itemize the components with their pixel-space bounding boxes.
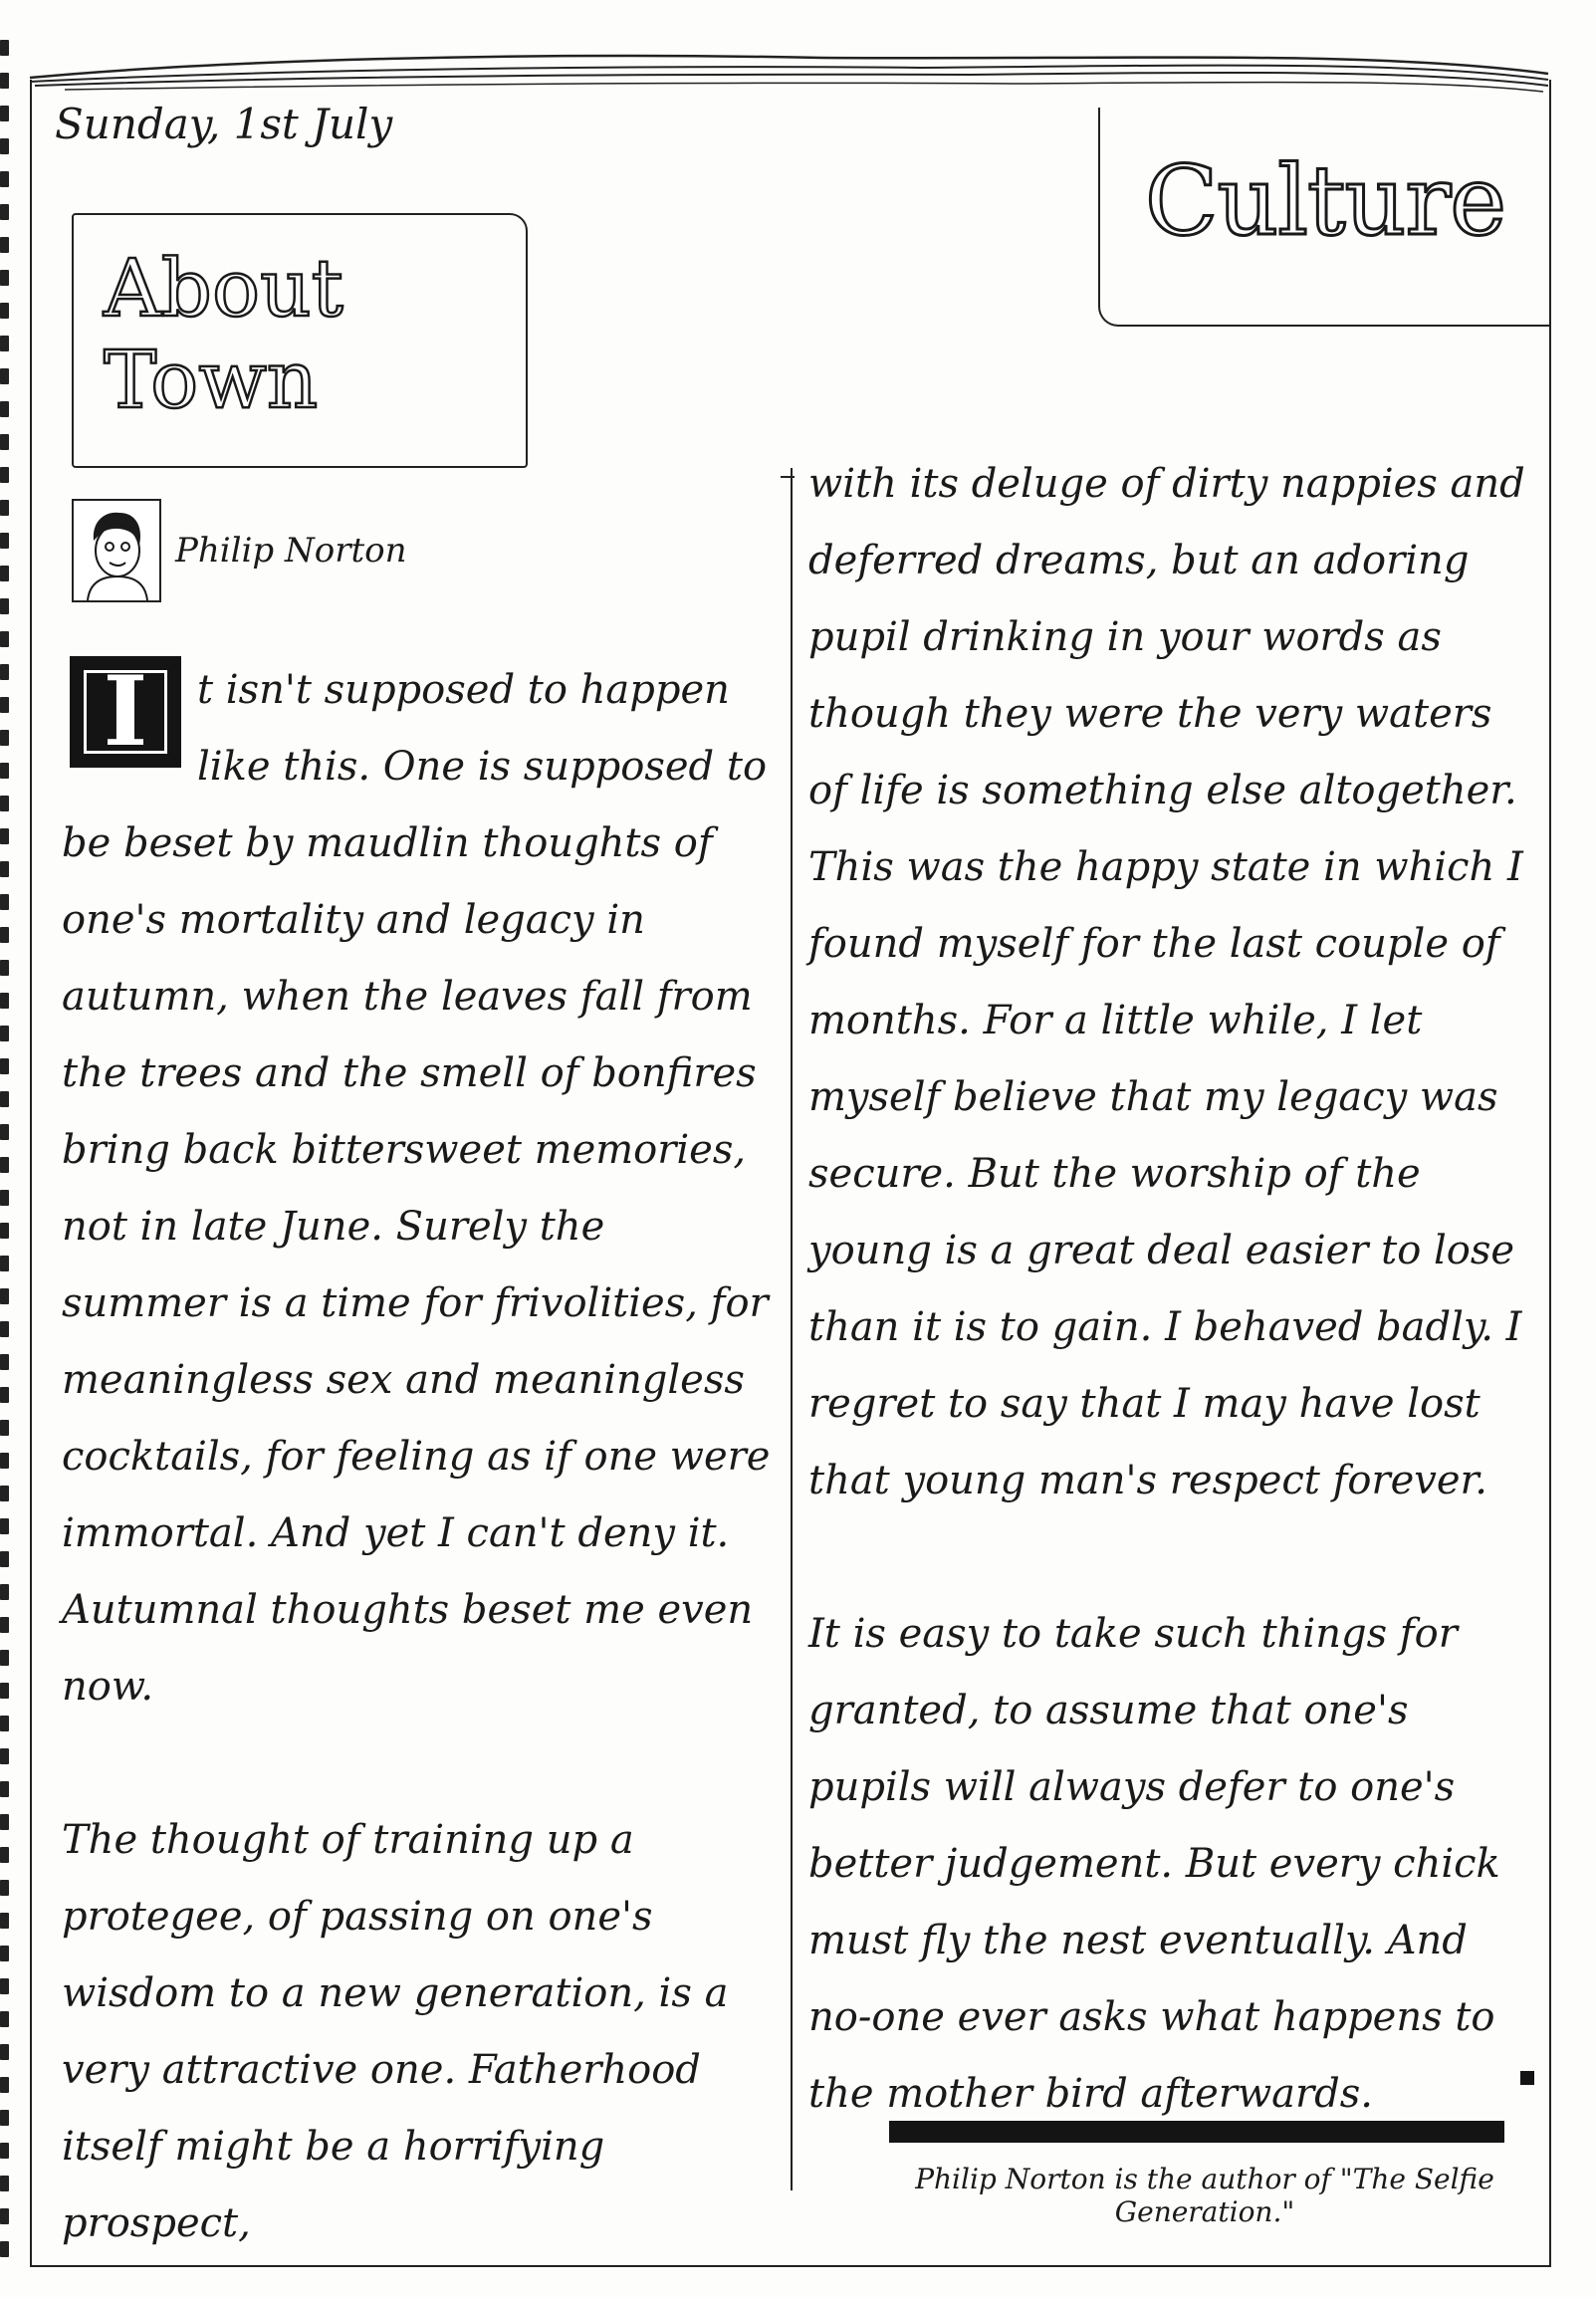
end-of-article-square-icon (1520, 2071, 1534, 2085)
article-column-right (808, 446, 1533, 2133)
binding-hole (0, 730, 9, 746)
binding-hole (0, 2044, 9, 2060)
binding-hole (0, 1847, 9, 1863)
binding-hole (0, 1354, 9, 1370)
binding-hole (0, 566, 9, 581)
binding-hole (0, 1453, 9, 1469)
binding-hole (0, 2143, 9, 2159)
section-title: Culture (1144, 145, 1506, 257)
binding-hole (0, 2011, 9, 2027)
binding-hole (0, 1223, 9, 1239)
author-footnote: Philip Norton is the author of "The Selfie Generation." (915, 2163, 1494, 2228)
issue-date: Sunday, 1st July (55, 100, 393, 148)
binding-hole (0, 927, 9, 943)
binding-hole (0, 697, 9, 713)
binding-hole (0, 303, 9, 319)
binding-hole (0, 1716, 9, 1731)
binding-hole (0, 1058, 9, 1074)
binding-hole (0, 993, 9, 1009)
binding-hole (0, 237, 9, 253)
article-paragraph: The thought of training up a protegee, of passing on one's wisdom to a new generation, is a very attractive one. Fatherhood itself might be a horrifying prospect, (62, 1817, 729, 2246)
binding-hole (0, 1584, 9, 1600)
binding-hole (0, 828, 9, 844)
binding-hole (0, 40, 9, 56)
binding-hole (0, 368, 9, 384)
binding-hole (0, 2110, 9, 2126)
binding-hole (0, 204, 9, 220)
column-header (72, 213, 528, 468)
binding-hole (0, 1551, 9, 1567)
binding-hole (0, 1157, 9, 1173)
binding-hole (0, 631, 9, 647)
binding-hole (0, 1781, 9, 1797)
binding-hole (0, 1650, 9, 1666)
binding-hole (0, 73, 9, 89)
binding-hole (0, 1387, 9, 1403)
binding-hole (0, 106, 9, 121)
binding-hole (0, 401, 9, 417)
binding-hole (0, 434, 9, 450)
binding-hole (0, 598, 9, 614)
article-paragraph: with its deluge of dirty nappies and deferred dreams, but an adoring pupil drinking in your words as though they were the very waters of life is something else altogether. This was the happy state in which I found myself for the last couple of months. For a little while, I let myself believe that my legacy was secure. But the worship of the young is a great deal easier to lose than it is to gain. I behaved badly. I regret to say that I may have lost that young man's respect forever. (808, 461, 1525, 1503)
binding-hole (0, 664, 9, 680)
binding-hole (0, 1683, 9, 1699)
binding-hole (0, 1880, 9, 1896)
binding-hole (0, 2208, 9, 2224)
binding-hole (0, 763, 9, 779)
spiral-binding (0, 40, 14, 2280)
column-divider (791, 468, 793, 2190)
binding-hole (0, 1321, 9, 1337)
binding-hole (0, 533, 9, 549)
author-portrait-icon (72, 499, 161, 602)
binding-hole (0, 1124, 9, 1140)
binding-hole (0, 1091, 9, 1107)
binding-hole (0, 1978, 9, 1994)
binding-hole (0, 336, 9, 351)
section-header (1098, 108, 1550, 327)
binding-hole (0, 171, 9, 187)
binding-hole (0, 1946, 9, 1961)
binding-hole (0, 894, 9, 910)
article-paragraph: t isn't supposed to happen like this. One is supposed to be beset by maudlin thoughts of one's mortality and legacy in autumn, when the leaves fall from the trees and the smell of bonfires bring back bittersweet memories, not in late June. Surely the summer is a time for frivolities, for meaningless sex and meaningless cocktails, for feeling as if one were immortal. And yet I can't deny it. Autumnal thoughts beset me even now. (62, 667, 771, 1710)
footnote-rule (889, 2121, 1504, 2143)
binding-hole (0, 2241, 9, 2257)
author-name: Philip Norton (175, 531, 407, 571)
binding-hole (0, 861, 9, 877)
drop-cap: I (70, 656, 181, 768)
binding-hole (0, 2077, 9, 2093)
binding-hole (0, 1617, 9, 1633)
binding-hole (0, 2176, 9, 2191)
binding-hole (0, 138, 9, 154)
article-column-left (62, 652, 771, 2262)
binding-hole (0, 1420, 9, 1436)
binding-hole (0, 1486, 9, 1501)
binding-hole (0, 1748, 9, 1764)
binding-hole (0, 1814, 9, 1830)
binding-hole (0, 270, 9, 286)
binding-hole (0, 500, 9, 516)
binding-hole (0, 796, 9, 811)
binding-hole (0, 1913, 9, 1929)
binding-hole (0, 1026, 9, 1041)
binding-hole (0, 960, 9, 976)
column-title: About Town (104, 242, 343, 426)
binding-hole (0, 467, 9, 483)
binding-hole (0, 1256, 9, 1271)
byline (72, 498, 406, 603)
article-paragraph: It is easy to take such things for granted, to assume that one's pupils will always defer to one's better judgement. But every chick must fly the nest eventually. And no-one ever asks what happens to the mother bird afterwards. (808, 1611, 1500, 2117)
binding-hole (0, 1288, 9, 1304)
binding-hole (0, 1190, 9, 1206)
binding-hole (0, 1518, 9, 1534)
